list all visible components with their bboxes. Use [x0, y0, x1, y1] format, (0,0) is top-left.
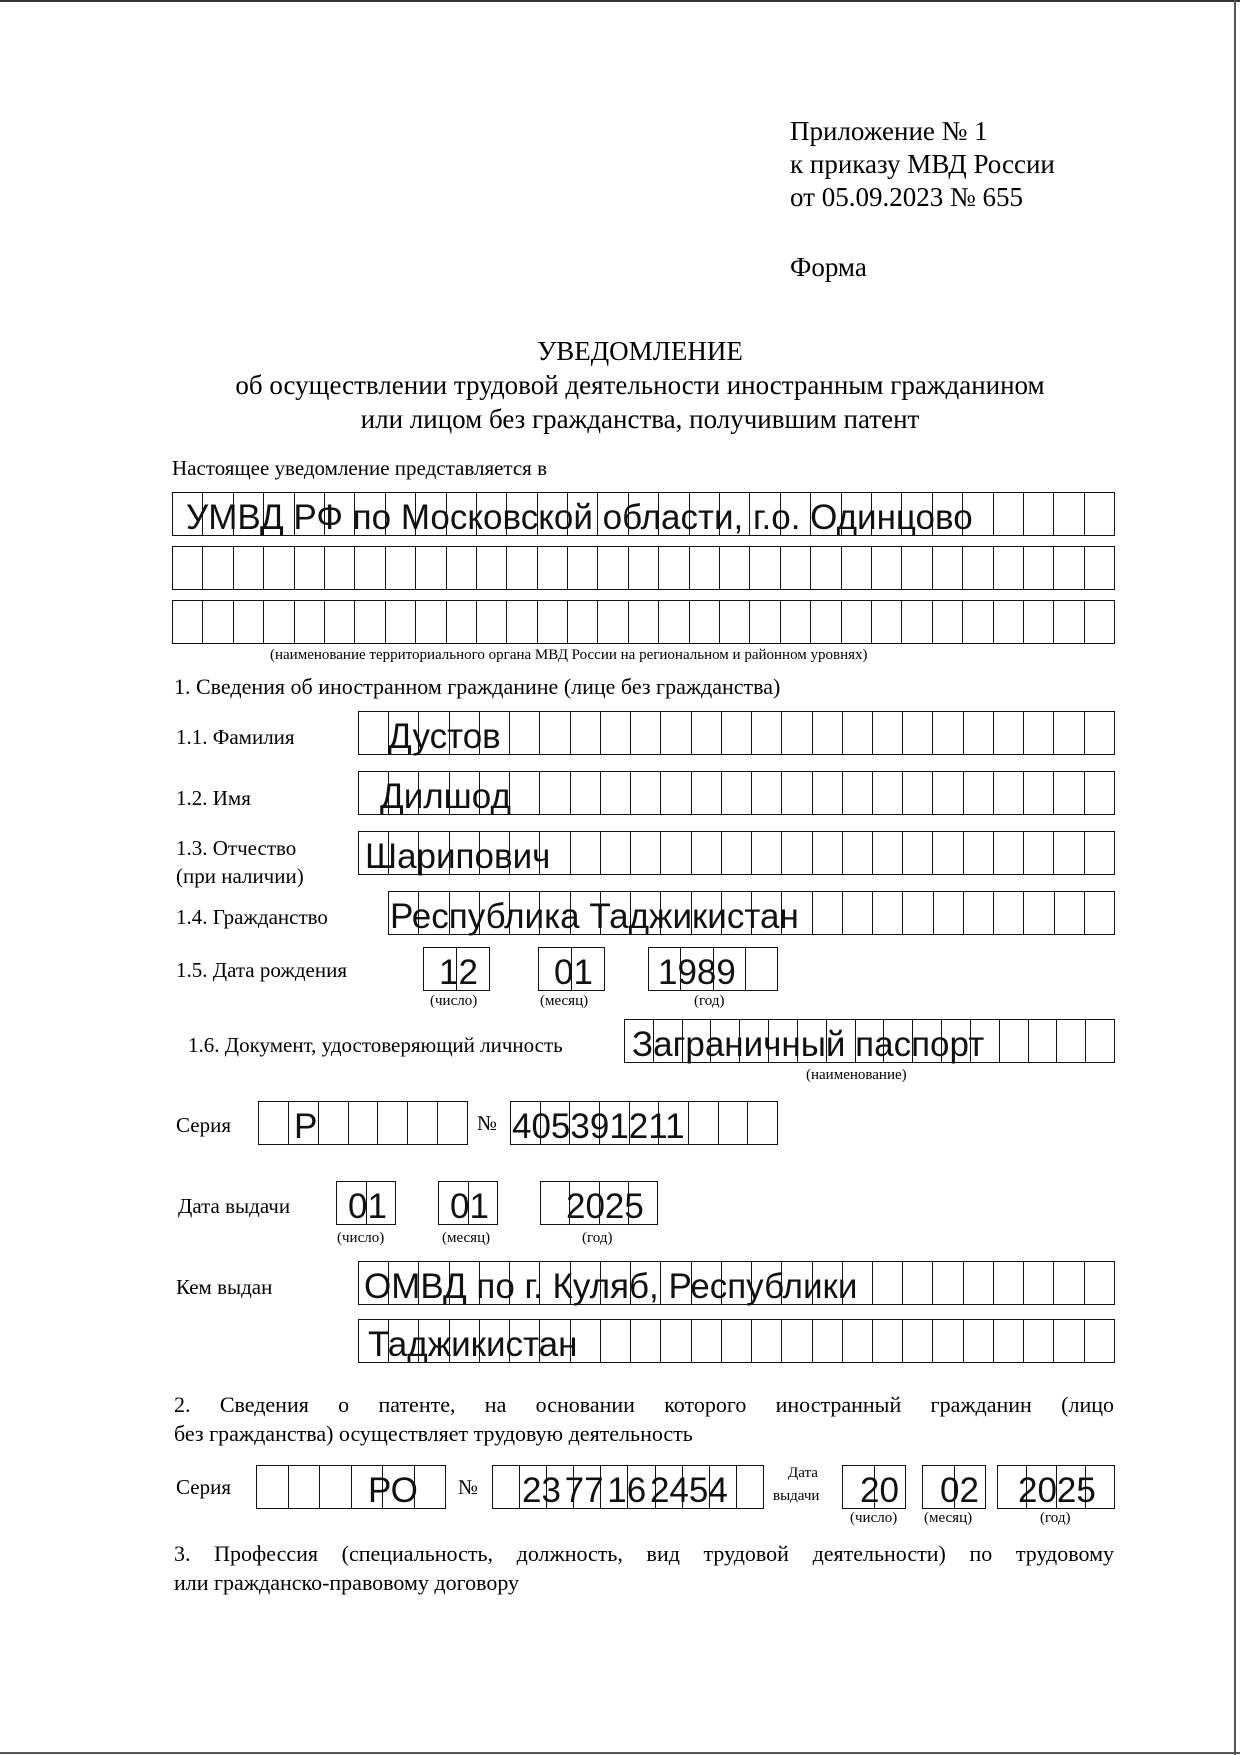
passport-series-field[interactable]: [258, 1101, 468, 1145]
char-cell: [811, 601, 841, 643]
identity-document-value: Заграничный паспорт: [632, 1025, 985, 1064]
char-cell: [661, 832, 691, 874]
char-cell: [722, 772, 752, 814]
char-cell: [447, 547, 477, 589]
char-cell: [568, 547, 598, 589]
char-cell: [692, 832, 722, 874]
char-cell: [408, 1102, 438, 1144]
char-cell: [259, 1102, 289, 1144]
char-cell: [629, 547, 659, 589]
scan-border-right: [1234, 0, 1236, 1755]
char-cell: [415, 1466, 447, 1508]
citizenship-value: Республика Таджикистан: [390, 897, 799, 936]
char-cell: [752, 1320, 782, 1362]
char-cell: [873, 1262, 903, 1304]
char-cell: [719, 1102, 749, 1144]
char-cell: [722, 832, 752, 874]
name-value: Дилшод: [380, 777, 511, 816]
char-cell: [1054, 712, 1084, 754]
char-cell: [903, 1262, 933, 1304]
char-cell: [601, 772, 631, 814]
char-cell: [750, 601, 780, 643]
char-cell: [659, 547, 689, 589]
issue-month-value: 01: [450, 1187, 489, 1226]
char-cell: [355, 547, 385, 589]
char-cell: [933, 601, 963, 643]
char-cell: [903, 772, 933, 814]
patronymic-value: Шарипович: [365, 837, 551, 876]
char-cell: [843, 772, 873, 814]
char-cell: [692, 712, 722, 754]
issue-year-caption: (год): [582, 1230, 613, 1246]
char-cell: [1085, 493, 1115, 535]
issue-year-value: 2025: [566, 1187, 644, 1226]
citizenship-label: 1.4. Гражданство: [176, 905, 328, 929]
patent-issue-year-value: 2025: [1018, 1471, 1096, 1510]
birth-year-value: 1989: [658, 953, 736, 992]
char-cell: [843, 1320, 873, 1362]
char-cell: [690, 547, 720, 589]
patent-issue-year-caption: (год): [1040, 1510, 1071, 1526]
issue-day-value: 01: [348, 1187, 387, 1226]
patronymic-label: 1.3. Отчество: [176, 836, 297, 860]
char-cell: [631, 712, 661, 754]
char-cell: [629, 601, 659, 643]
char-cell: [493, 1466, 520, 1508]
char-cell: [933, 712, 963, 754]
char-cell: [1054, 1320, 1084, 1362]
patronymic-note: (при наличии): [176, 864, 304, 888]
char-cell: [416, 547, 446, 589]
char-cell: [933, 772, 963, 814]
issued-by-value-1: ОМВД по г. Куляб, Республики: [364, 1267, 858, 1306]
char-cell: [601, 712, 631, 754]
char-cell: [842, 601, 872, 643]
birth-date-label: 1.5. Дата рождения: [176, 958, 347, 982]
char-cell: [963, 547, 993, 589]
authority-caption: (наименование территориального органа МВД России на региональном и районном уровнях): [270, 647, 868, 663]
char-cell: [1085, 1262, 1115, 1304]
char-cell: [538, 601, 568, 643]
char-cell: [598, 601, 628, 643]
char-cell: [994, 493, 1024, 535]
authority-field-row3[interactable]: [172, 600, 1115, 644]
char-cell: [203, 547, 233, 589]
issued-by-label: Кем выдан: [176, 1275, 273, 1299]
char-cell: [661, 712, 691, 754]
char-cell: [661, 1320, 691, 1362]
char-cell: [843, 892, 873, 934]
char-cell: [873, 772, 903, 814]
char-cell: [1086, 1020, 1115, 1062]
char-cell: [571, 832, 601, 874]
char-cell: [1054, 772, 1084, 814]
char-cell: [601, 1320, 631, 1362]
intro-text: Настоящее уведомление представляется в: [172, 456, 548, 480]
char-cell: [994, 772, 1024, 814]
char-cell: [902, 547, 932, 589]
char-cell: [782, 712, 812, 754]
char-cell: [933, 832, 963, 874]
order-date: от 05.09.2023 № 655: [790, 182, 1023, 212]
char-cell: [349, 1102, 379, 1144]
char-cell: [631, 772, 661, 814]
char-cell: [1024, 1262, 1054, 1304]
identity-document-caption: (наименование): [806, 1067, 907, 1083]
char-cell: [964, 772, 994, 814]
char-cell: [690, 601, 720, 643]
char-cell: [203, 601, 233, 643]
char-cell: [720, 601, 750, 643]
char-cell: [1054, 547, 1084, 589]
char-cell: [1029, 1020, 1058, 1062]
order-reference: к приказу МВД России: [790, 149, 1055, 179]
char-cell: [872, 547, 902, 589]
char-cell: [477, 547, 507, 589]
char-cell: [722, 712, 752, 754]
char-cell: [1085, 1320, 1115, 1362]
char-cell: [994, 547, 1024, 589]
char-cell: [750, 547, 780, 589]
patent-issue-day-value: 20: [860, 1471, 899, 1510]
section1-heading: 1. Сведения об иностранном гражданине (лице без гражданства): [174, 674, 781, 699]
char-cell: [994, 892, 1024, 934]
char-cell: [842, 547, 872, 589]
char-cell: [720, 547, 750, 589]
appendix-number: Приложение № 1: [790, 116, 988, 146]
char-cell: [1085, 601, 1115, 643]
char-cell: [234, 601, 264, 643]
char-cell: [964, 712, 994, 754]
char-cell: [386, 601, 416, 643]
char-cell: [1057, 1020, 1086, 1062]
issue-month-caption: (месяц): [442, 1230, 491, 1246]
char-cell: [631, 1320, 661, 1362]
char-cell: [1024, 601, 1054, 643]
char-cell: [1024, 772, 1054, 814]
char-cell: [325, 547, 355, 589]
char-cell: [1024, 832, 1054, 874]
char-cell: [264, 547, 294, 589]
char-cell: [872, 601, 902, 643]
char-cell: [659, 601, 689, 643]
char-cell: [781, 601, 811, 643]
char-cell: [538, 547, 568, 589]
char-cell: [964, 1262, 994, 1304]
char-cell: [1054, 601, 1084, 643]
char-cell: [1085, 772, 1115, 814]
char-cell: [416, 601, 446, 643]
char-cell: [813, 1320, 843, 1362]
patent-series-label: Серия: [176, 1475, 231, 1499]
identity-document-label: 1.6. Документ, удостоверяющий личность: [188, 1033, 563, 1057]
document-subtitle-line1: об осуществлении трудовой деятельности иностранным гражданином: [235, 370, 1045, 400]
char-cell: [257, 1466, 289, 1508]
char-cell: [359, 712, 389, 754]
char-cell: [752, 772, 782, 814]
section2-heading-line1: 2. Сведения о патенте, на основании которого иностранный гражданин (лицо: [174, 1392, 1114, 1417]
char-cell: [813, 832, 843, 874]
char-cell: [540, 772, 570, 814]
patent-number-value: 23 77 16 2454: [522, 1471, 728, 1510]
char-cell: [295, 601, 325, 643]
char-cell: [1054, 1262, 1084, 1304]
patent-issue-day-caption: (число): [850, 1510, 898, 1526]
patent-issue-label-line1: Дата: [788, 1465, 818, 1481]
char-cell: [355, 601, 385, 643]
char-cell: [811, 547, 841, 589]
char-cell: [173, 601, 203, 643]
char-cell: [1000, 1020, 1029, 1062]
char-cell: [1054, 493, 1084, 535]
birth-month-value: 01: [554, 953, 593, 992]
surname-label: 1.1. Фамилия: [176, 725, 295, 749]
birth-day-caption: (число): [430, 993, 478, 1009]
char-cell: [873, 832, 903, 874]
char-cell: [1054, 832, 1084, 874]
char-cell: [873, 892, 903, 934]
char-cell: [661, 772, 691, 814]
char-cell: [447, 601, 477, 643]
authority-field-row2[interactable]: [172, 546, 1115, 590]
char-cell: [903, 1320, 933, 1362]
char-cell: [234, 547, 264, 589]
char-cell: [1085, 712, 1115, 754]
char-cell: [873, 1320, 903, 1362]
char-cell: [737, 1466, 764, 1508]
char-cell: [843, 832, 873, 874]
char-cell: [964, 832, 994, 874]
char-cell: [601, 832, 631, 874]
char-cell: [571, 772, 601, 814]
char-cell: [598, 547, 628, 589]
char-cell: [746, 948, 778, 990]
name-label: 1.2. Имя: [176, 786, 251, 810]
document-title: УВЕДОМЛЕНИЕ: [537, 336, 743, 366]
scan-border-top: [0, 0, 1240, 2]
char-cell: [994, 712, 1024, 754]
char-cell: [1024, 892, 1054, 934]
char-cell: [781, 547, 811, 589]
char-cell: [1055, 892, 1085, 934]
char-cell: [1024, 712, 1054, 754]
char-cell: [571, 712, 601, 754]
char-cell: [748, 1102, 778, 1144]
char-cell: [994, 1320, 1024, 1362]
char-cell: [752, 832, 782, 874]
section3-heading-line2: или гражданско-правовому договору: [174, 1570, 520, 1595]
surname-value: Дустов: [388, 717, 501, 756]
passport-series-value: Р: [294, 1107, 318, 1146]
char-cell: [386, 547, 416, 589]
char-cell: [994, 1262, 1024, 1304]
char-cell: [264, 601, 294, 643]
char-cell: [692, 1320, 722, 1362]
char-cell: [1085, 832, 1115, 874]
char-cell: [507, 547, 537, 589]
patent-issue-label-line2: выдачи: [773, 1488, 820, 1504]
char-cell: [540, 712, 570, 754]
authority-value: УМВД РФ по Московской области, г.о. Одинцово: [186, 498, 973, 537]
patent-issue-month-value: 02: [940, 1471, 979, 1510]
scan-border-bottom: [0, 1752, 1240, 1754]
char-cell: [813, 712, 843, 754]
char-cell: [510, 772, 540, 814]
char-cell: [933, 1262, 963, 1304]
char-cell: [903, 712, 933, 754]
passport-series-label: Серия: [176, 1113, 231, 1137]
char-cell: [782, 832, 812, 874]
char-cell: [902, 601, 932, 643]
char-cell: [1024, 547, 1054, 589]
char-cell: [752, 712, 782, 754]
char-cell: [934, 892, 964, 934]
char-cell: [477, 601, 507, 643]
char-cell: [378, 1102, 408, 1144]
char-cell: [933, 1320, 963, 1362]
char-cell: [782, 772, 812, 814]
char-cell: [843, 712, 873, 754]
issued-by-value-2: Таджикистан: [368, 1325, 578, 1364]
char-cell: [692, 772, 722, 814]
char-cell: [782, 1320, 812, 1362]
char-cell: [689, 1102, 719, 1144]
char-cell: [964, 1320, 994, 1362]
char-cell: [903, 832, 933, 874]
char-cell: [510, 712, 540, 754]
char-cell: [438, 1102, 468, 1144]
char-cell: [994, 832, 1024, 874]
passport-number-sign: №: [477, 1111, 498, 1135]
issue-day-caption: (число): [337, 1230, 385, 1246]
char-cell: [631, 832, 661, 874]
section3-heading-line1: 3. Профессия (специальность, должность, вид трудовой деятельности) по трудовому: [174, 1541, 1114, 1566]
form-label: Форма: [790, 252, 867, 282]
char-cell: [1085, 892, 1115, 934]
char-cell: [813, 772, 843, 814]
char-cell: [722, 1320, 752, 1362]
char-cell: [289, 1466, 321, 1508]
char-cell: [1024, 1320, 1054, 1362]
birth-year-caption: (год): [694, 993, 725, 1009]
char-cell: [325, 601, 355, 643]
char-cell: [568, 601, 598, 643]
char-cell: [873, 712, 903, 754]
patent-issue-month-caption: (месяц): [924, 1510, 973, 1526]
char-cell: [507, 601, 537, 643]
char-cell: [933, 547, 963, 589]
patent-number-sign: №: [458, 1475, 479, 1499]
char-cell: [813, 892, 843, 934]
char-cell: [994, 601, 1024, 643]
patent-series-value: РО: [368, 1471, 418, 1510]
char-cell: [964, 892, 994, 934]
char-cell: [319, 1102, 349, 1144]
issue-date-label: Дата выдачи: [178, 1194, 291, 1218]
birth-month-caption: (месяц): [540, 993, 589, 1009]
char-cell: [903, 892, 933, 934]
char-cell: [1024, 493, 1054, 535]
char-cell: [1085, 547, 1115, 589]
document-subtitle-line2: или лицом без гражданства, получившим патент: [360, 404, 920, 434]
birth-day-value: 12: [439, 953, 478, 992]
char-cell: [963, 601, 993, 643]
char-cell: [320, 1466, 352, 1508]
char-cell: [295, 547, 325, 589]
char-cell: [173, 547, 203, 589]
passport-number-value: 405391211: [512, 1107, 685, 1146]
section2-heading-line2: без гражданства) осуществляет трудовую деятельность: [174, 1421, 693, 1446]
